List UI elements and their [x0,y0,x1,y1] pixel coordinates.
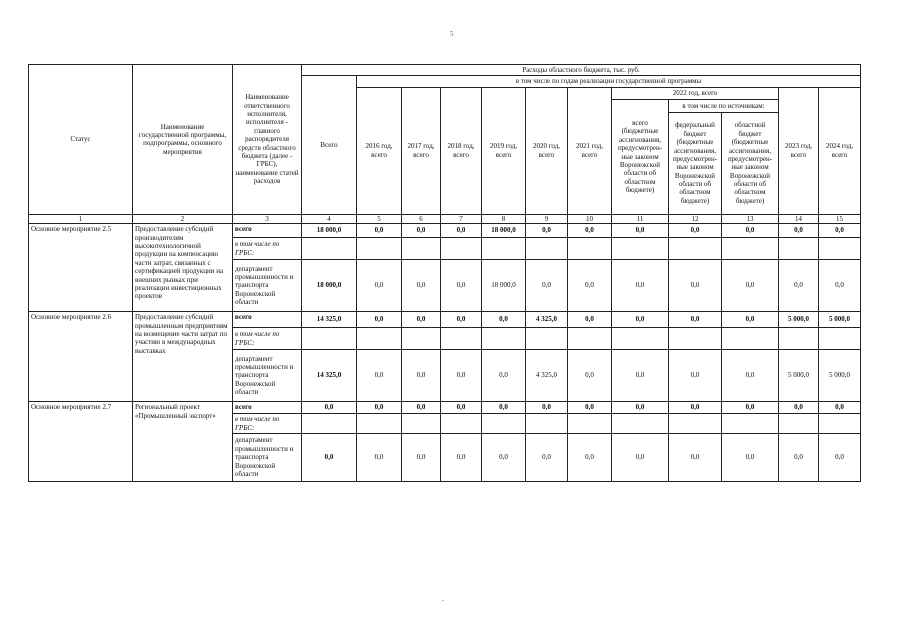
empty-cell [779,328,819,350]
total-value-cell: 0,0 [482,402,526,414]
total-value-cell: 0,0 [402,402,441,414]
dept-label: департамент промышленности и транспорта Воронежской области [233,260,302,312]
incl-label: в том числе по ГРБС: [233,328,302,350]
dept-value-cell: 0,0 [402,433,441,481]
empty-cell [302,414,357,434]
incl-label: в том числе по ГРБС: [233,238,302,260]
dept-value-cell: 0,0 [357,350,402,402]
page-number: 5 [450,30,454,38]
total-value-cell: 0,0 [526,224,568,238]
header-by-years: в том числе по годам реализации государственной программы [357,76,861,87]
total-value-cell: 0,0 [722,312,779,328]
dept-value-cell: 0,0 [669,350,722,402]
dept-value-cell: 0,0 [357,260,402,312]
empty-cell [722,414,779,434]
dept-value-cell: 0,0 [526,260,568,312]
dept-value-cell: 0,0 [612,433,669,481]
empty-cell [302,328,357,350]
dept-value-cell: 0,0 [441,433,482,481]
empty-cell [779,414,819,434]
header-2022-total: всего (бюджетные ассигнования, предусмотрен-ные законом Воронежской области об областном бюджете) [612,99,669,214]
header-program-name: Наименование государственной программы, подпрограммы, основного мероприятия [133,65,233,215]
empty-cell [568,328,612,350]
empty-cell [612,238,669,260]
empty-cell [819,328,861,350]
total-value-cell: 0,0 [441,312,482,328]
incl-label: в том числе по ГРБС: [233,414,302,434]
total-value-cell: 0,0 [669,402,722,414]
total-value-cell: 0,0 [779,402,819,414]
header-total: Всего [302,76,357,214]
group-name: Региональный проект «Промышленный экспорт» [133,402,233,482]
group-name: Предоставление субсидий промышленным предприятиям на возмещение части затрат по участию в международных выставках [133,312,233,402]
total-value-cell: 0,0 [819,224,861,238]
total-value-cell: 0,0 [402,312,441,328]
dept-value-cell: 0,0 [482,433,526,481]
dept-value-cell: 0,0 [779,433,819,481]
total-value-cell: 5 000,0 [819,312,861,328]
dept-value-cell: 5 000,0 [819,350,861,402]
empty-cell [482,328,526,350]
total-value-cell: 18 000,0 [482,224,526,238]
empty-cell [568,238,612,260]
header-2019: 2019 год, всего [482,87,526,214]
total-value-cell: 0,0 [612,224,669,238]
dept-value-cell: 0,0 [402,350,441,402]
header-by-sources: в том числе по источникам: [669,99,779,112]
dept-value-cell: 0,0 [819,260,861,312]
total-value-cell: 4 325,0 [526,312,568,328]
empty-cell [526,238,568,260]
dept-value-cell: 0,0 [669,433,722,481]
total-value-cell: 0,0 [722,402,779,414]
total-value-cell: 0,0 [568,224,612,238]
empty-cell [402,238,441,260]
total-value-cell: 0,0 [302,402,357,414]
header-regional: областной бюджет (бюджетные ассигнования, предусмотрен-ные законом Воронежской области об областном бюджете) [722,112,779,214]
empty-cell [722,328,779,350]
total-value-cell: 0,0 [779,224,819,238]
dept-value-cell: 0,0 [482,350,526,402]
empty-cell [482,414,526,434]
empty-cell [441,328,482,350]
dept-value-cell: 0,0 [722,433,779,481]
dept-value-cell: 18 000,0 [482,260,526,312]
group-status: Основное мероприятие 2.7 [29,402,133,482]
dept-value-cell: 0,0 [441,260,482,312]
total-value-cell: 0,0 [357,402,402,414]
group-name: Предоставление субсидий производителям высокотехнологичной продукции на компенсацию части затрат, связанных с сертификацией продукции на внешних рынках при реализации инвестиционных проектов [133,224,233,312]
header-2018: 2018 год, всего [441,87,482,214]
dept-value-cell: 0,0 [612,350,669,402]
group-total-row [29,402,861,414]
header-expenses-title: Расходы областного бюджета, тыс. руб. [302,65,861,76]
dept-value-cell: 5 000,0 [779,350,819,402]
empty-cell [357,414,402,434]
total-value-cell: 0,0 [441,224,482,238]
dept-value-cell: 0,0 [441,350,482,402]
empty-cell [779,238,819,260]
total-value-cell: 0,0 [441,402,482,414]
total-value-cell: 0,0 [722,224,779,238]
empty-cell [722,238,779,260]
empty-cell [669,414,722,434]
empty-cell [526,414,568,434]
total-value-cell: 18 000,0 [302,224,357,238]
total-value-cell: 14 325,0 [302,312,357,328]
total-value-cell: 0,0 [568,312,612,328]
total-value-cell: 0,0 [669,312,722,328]
empty-cell [669,328,722,350]
empty-cell [526,328,568,350]
empty-cell [819,238,861,260]
empty-cell [612,328,669,350]
header-federal: федеральный бюджет (бюджетные ассигнования, предусмотрен-ные законом Воронежской области об областном бюджете) [669,112,722,214]
group-status: Основное мероприятие 2.6 [29,312,133,402]
dept-value-cell: 0,0 [568,260,612,312]
header-executor: Наименование ответственного исполнителя, исполнителя - главного распорядителя средств областного бюджета (далее - ГРБС), наименование статей расходов [233,65,302,215]
group-total-row [29,312,861,328]
dept-value-cell: 0,0 [568,350,612,402]
dept-value-cell: 0,0 [357,433,402,481]
empty-cell [441,414,482,434]
total-value-cell: 0,0 [612,402,669,414]
total-label: всего [233,224,302,238]
dept-value-cell: 0,0 [722,260,779,312]
total-value-cell: 0,0 [526,402,568,414]
dept-value-cell: 18 000,0 [302,260,357,312]
dept-label: департамент промышленности и транспорта Воронежской области [233,350,302,402]
total-label: всего [233,312,302,328]
footer-mark: - [442,596,445,604]
dept-value-cell: 0,0 [669,260,722,312]
dept-value-cell: 4 325,0 [526,350,568,402]
empty-cell [402,414,441,434]
group-status: Основное мероприятие 2.5 [29,224,133,312]
total-value-cell: 5 000,0 [779,312,819,328]
empty-cell [819,414,861,434]
empty-cell [357,328,402,350]
total-label: всего [233,402,302,414]
total-value-cell: 0,0 [482,312,526,328]
total-value-cell: 0,0 [568,402,612,414]
total-value-cell: 0,0 [819,402,861,414]
budget-table [28,64,861,482]
empty-cell [482,238,526,260]
empty-cell [441,238,482,260]
dept-value-cell: 0,0 [302,433,357,481]
header-status: Статус [29,65,133,215]
dept-label: департамент промышленности и транспорта Воронежской области [233,433,302,481]
empty-cell [302,238,357,260]
empty-cell [357,238,402,260]
total-value-cell: 0,0 [357,224,402,238]
dept-value-cell: 0,0 [722,350,779,402]
group-total-row [29,224,861,238]
header-2017: 2017 год, всего [402,87,441,214]
dept-value-cell: 0,0 [526,433,568,481]
header-2024: 2024 год, всего [819,87,861,214]
empty-cell [568,414,612,434]
dept-value-cell: 0,0 [612,260,669,312]
total-value-cell: 0,0 [669,224,722,238]
total-value-cell: 0,0 [612,312,669,328]
header-2020: 2020 год, всего [526,87,568,214]
header-2022: 2022 год, всего [612,87,779,99]
column-numbers-row: 1 2 3 4 5 6 7 8 9 10 11 12 13 14 15 [29,214,861,223]
header-2021: 2021 год, всего [568,87,612,214]
empty-cell [612,414,669,434]
total-value-cell: 0,0 [402,224,441,238]
dept-value-cell: 0,0 [402,260,441,312]
dept-value-cell: 0,0 [779,260,819,312]
total-value-cell: 0,0 [357,312,402,328]
dept-value-cell: 0,0 [568,433,612,481]
header-2023: 2023 год, всего [779,87,819,214]
dept-value-cell: 14 325,0 [302,350,357,402]
empty-cell [669,238,722,260]
header-2016: 2016 год, всего [357,87,402,214]
dept-value-cell: 0,0 [819,433,861,481]
empty-cell [402,328,441,350]
